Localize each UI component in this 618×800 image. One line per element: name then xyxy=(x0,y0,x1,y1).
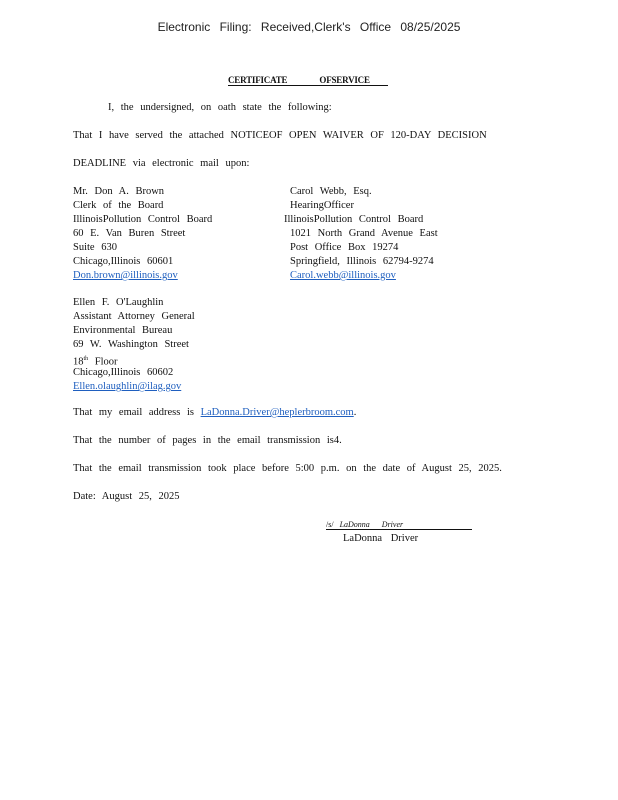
olaughlin-email-link[interactable]: Ellen.olaughlin@ilag.gov xyxy=(73,381,182,392)
address-line: Environmental Bureau xyxy=(73,325,173,336)
date-line: Date: August 25, 2025 xyxy=(73,491,180,502)
document-title xyxy=(228,75,388,86)
pages-line: That the number of pages in the email transmission is4. xyxy=(73,435,342,446)
intro-text: I, the undersigned, on oath state the following: xyxy=(108,102,332,113)
address-line: Assistant Attorney General xyxy=(73,311,195,322)
recipient-brown xyxy=(73,185,212,283)
filing-header: Electronic Filing: Received,Clerk's Office 08/25/2025 xyxy=(157,20,461,34)
address-line: IllinoisPollution Control Board xyxy=(284,214,424,225)
address-line: 1021 North Grand Avenue East xyxy=(290,228,438,239)
signature-mark: /s/ xyxy=(326,520,334,529)
signer-name: LaDonna Driver xyxy=(343,533,419,544)
address-line: IllinoisPollution Control Board xyxy=(73,214,213,225)
recipient-webb xyxy=(284,185,438,283)
served-line-1: That I have served the attached NOTICEOF OPEN WAIVER OF 120-DAY DECISION xyxy=(73,130,487,141)
address-line: Springfield, Illinois 62794-9274 xyxy=(290,256,434,267)
sender-email-link[interactable]: LaDonna.Driver@heplerbroom.com xyxy=(200,407,354,418)
webb-email-link[interactable]: Carol.webb@illinois.gov xyxy=(290,270,396,281)
time-line: That the email transmission took place before 5:00 p.m. on the date of August 25, 2025. xyxy=(73,463,502,474)
title-of-service: OFSERVICE xyxy=(319,75,370,85)
brown-email-link[interactable]: Don.brown@illinois.gov xyxy=(73,270,178,281)
address-line: Chicago,Illinois 60602 xyxy=(73,367,174,378)
address-line: Mr. Don A. Brown xyxy=(73,186,165,197)
signature-italic: LaDonna Driver xyxy=(339,520,404,529)
address-line: Suite 630 xyxy=(73,242,117,253)
address-line: 69 W. Washington Street xyxy=(73,339,189,350)
address-line: Chicago,Illinois 60601 xyxy=(73,256,174,267)
served-line-2: DEADLINE via electronic mail upon: xyxy=(73,158,250,169)
address-line: Post Office Box 19274 xyxy=(290,242,399,253)
email-line: That my email address is LaDonna.Driver@heplerbroom.com. xyxy=(73,407,357,418)
floor-line: 18th Floor xyxy=(73,356,118,368)
address-line: Clerk of the Board xyxy=(73,200,164,211)
address-line: 60 E. Van Buren Street xyxy=(73,228,186,239)
address-line: Carol Webb, Esq. xyxy=(290,186,372,197)
address-line: Ellen F. O'Laughlin xyxy=(73,297,164,308)
signature-line xyxy=(326,520,472,530)
recipient-olaughlin xyxy=(73,296,195,394)
title-certificate: CERTIFICATE xyxy=(228,75,288,85)
address-line: HearingOfficer xyxy=(290,200,354,211)
